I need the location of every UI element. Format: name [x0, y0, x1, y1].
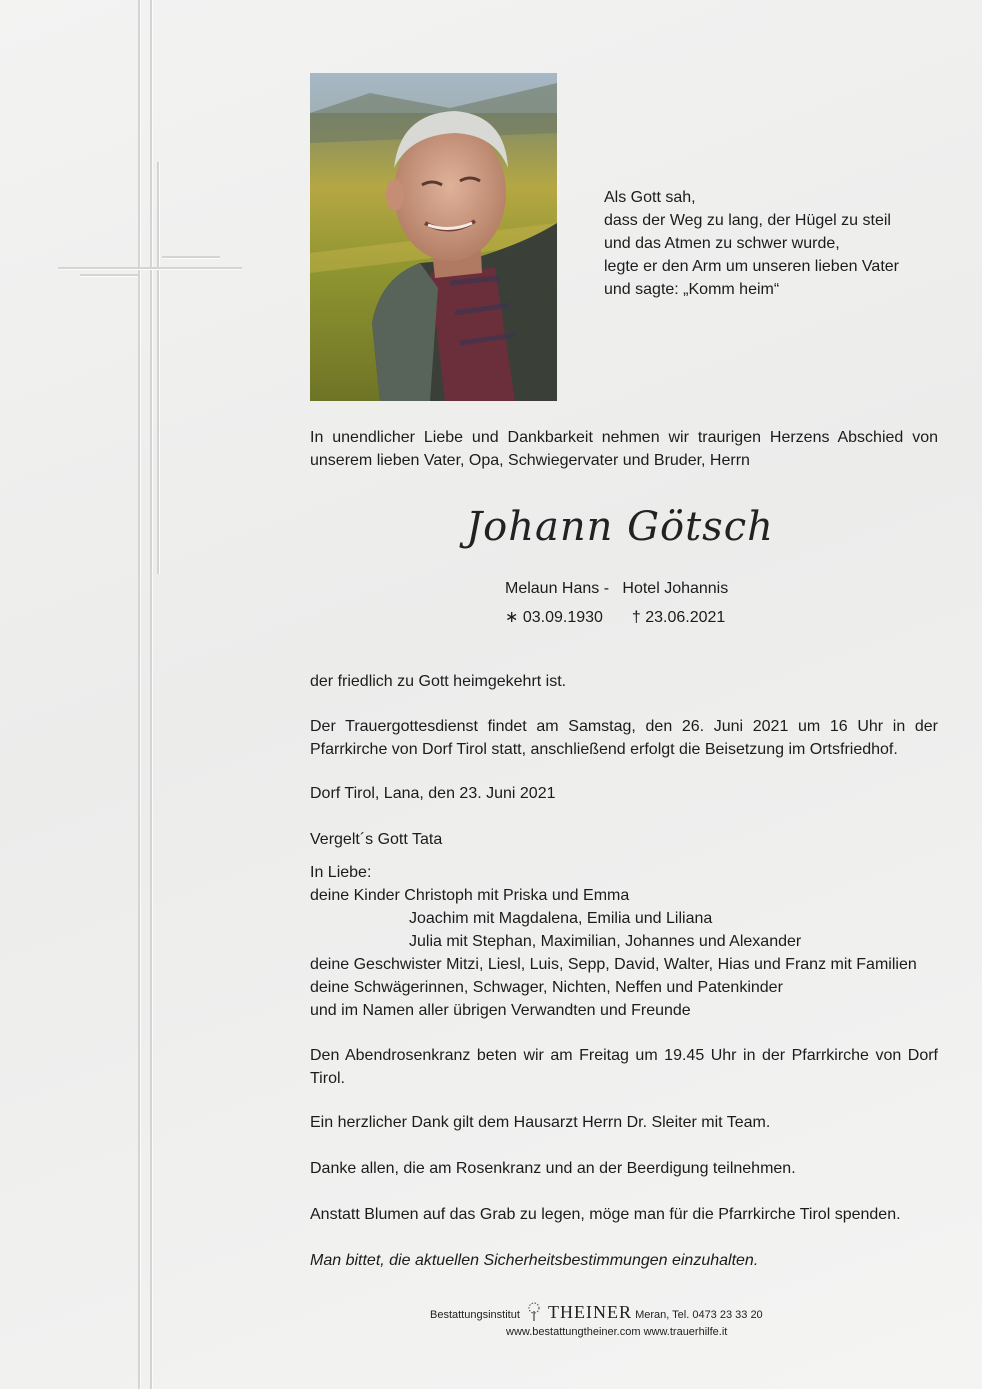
- border-line-right: [150, 0, 152, 1389]
- nickname-line: [505, 577, 845, 600]
- relatives-line: und im Namen aller übrigen Verwandten und Freunde: [310, 1002, 691, 1019]
- family-heading: In Liebe:: [310, 864, 372, 881]
- death-date: 23.06.2021: [645, 609, 726, 626]
- children-line: Julia mit Stephan, Maximilian, Johannes und Alexander: [409, 933, 802, 950]
- service-paragraph: Der Trauergottesdienst findet am Samstag, den 26. Juni 2021 um 16 Uhr in der Pfarrkirche von Dorf Tirol statt, anschließend erfolgt die Beisetzung im Ortsfriedhof.: [310, 718, 938, 758]
- children-line: deine Kinder Christoph mit Priska und Emma: [310, 887, 630, 904]
- flowers-note: Anstatt Blumen auf das Grab zu legen, möge man für die Pfarrkirche Tirol spenden.: [310, 1206, 901, 1223]
- birth-star-icon: ∗: [505, 609, 519, 626]
- deceased-name: Johann Götsch: [466, 504, 774, 550]
- thanks-tata: Vergelt´s Gott Tata: [310, 831, 443, 848]
- place-date: Dorf Tirol, Lana, den 23. Juni 2021: [310, 785, 556, 802]
- rosary-paragraph: Den Abendrosenkranz beten wir am Freitag um 19.45 Uhr in der Pfarrkirche von Dorf Tirol.: [310, 1047, 938, 1087]
- children-line: Joachim mit Magdalena, Emilia und Liliana: [409, 910, 713, 927]
- poem-line: legte er den Arm um unseren lieben Vater: [604, 258, 899, 275]
- dates-line: [505, 606, 845, 629]
- returned-text: der friedlich zu Gott heimgekehrt ist.: [310, 673, 567, 690]
- tree-logo-icon: [523, 1302, 545, 1322]
- thanks-all: Danke allen, die am Rosenkranz und an der Beerdigung teilnehmen.: [310, 1160, 796, 1177]
- portrait-photo: [310, 73, 557, 401]
- safety-note: Man bittet, die aktuellen Sicherheitsbestimmungen einzuhalten.: [310, 1252, 759, 1269]
- border-line-left: [138, 0, 140, 1389]
- family-list: [310, 861, 938, 1022]
- poem-line: und das Atmen zu schwer wurde,: [604, 235, 840, 252]
- poem-line: und sagte: „Komm heim“: [604, 281, 780, 298]
- nickname: Melaun Hans -: [505, 580, 610, 597]
- poem: [604, 186, 944, 301]
- poem-line: Als Gott sah,: [604, 189, 696, 206]
- birth-date: 03.09.1930: [522, 609, 603, 626]
- relatives-line: deine Schwägerinnen, Schwager, Nichten, Neffen und Patenkinder: [310, 979, 783, 996]
- doctor-thanks: Ein herzlicher Dank gilt dem Hausarzt Herrn Dr. Sleiter mit Team.: [310, 1114, 771, 1131]
- footer-brand: THEINER: [548, 1302, 632, 1322]
- hotel-name: Hotel Johannis: [622, 580, 729, 597]
- footer-contact: Meran, Tel. 0473 23 33 20: [635, 1309, 763, 1321]
- footer-prefix: Bestattungsinstitut: [430, 1309, 520, 1321]
- funeral-home-footer: [430, 1302, 830, 1339]
- death-cross-icon: †: [631, 609, 641, 626]
- footer-web[interactable]: www.bestattungtheiner.com www.trauerhilfe.it: [506, 1326, 728, 1338]
- poem-line: dass der Weg zu lang, der Hügel zu steil: [604, 212, 891, 229]
- intro-paragraph: In unendlicher Liebe und Dankbarkeit nehmen wir traurigen Herzens Abschied von unserem lieben Vater, Opa, Schwiegervater und Bruder, Herrn: [310, 429, 938, 469]
- relatives-line: deine Geschwister Mitzi, Liesl, Luis, Sepp, David, Walter, Hias und Franz mit Familien: [310, 956, 917, 973]
